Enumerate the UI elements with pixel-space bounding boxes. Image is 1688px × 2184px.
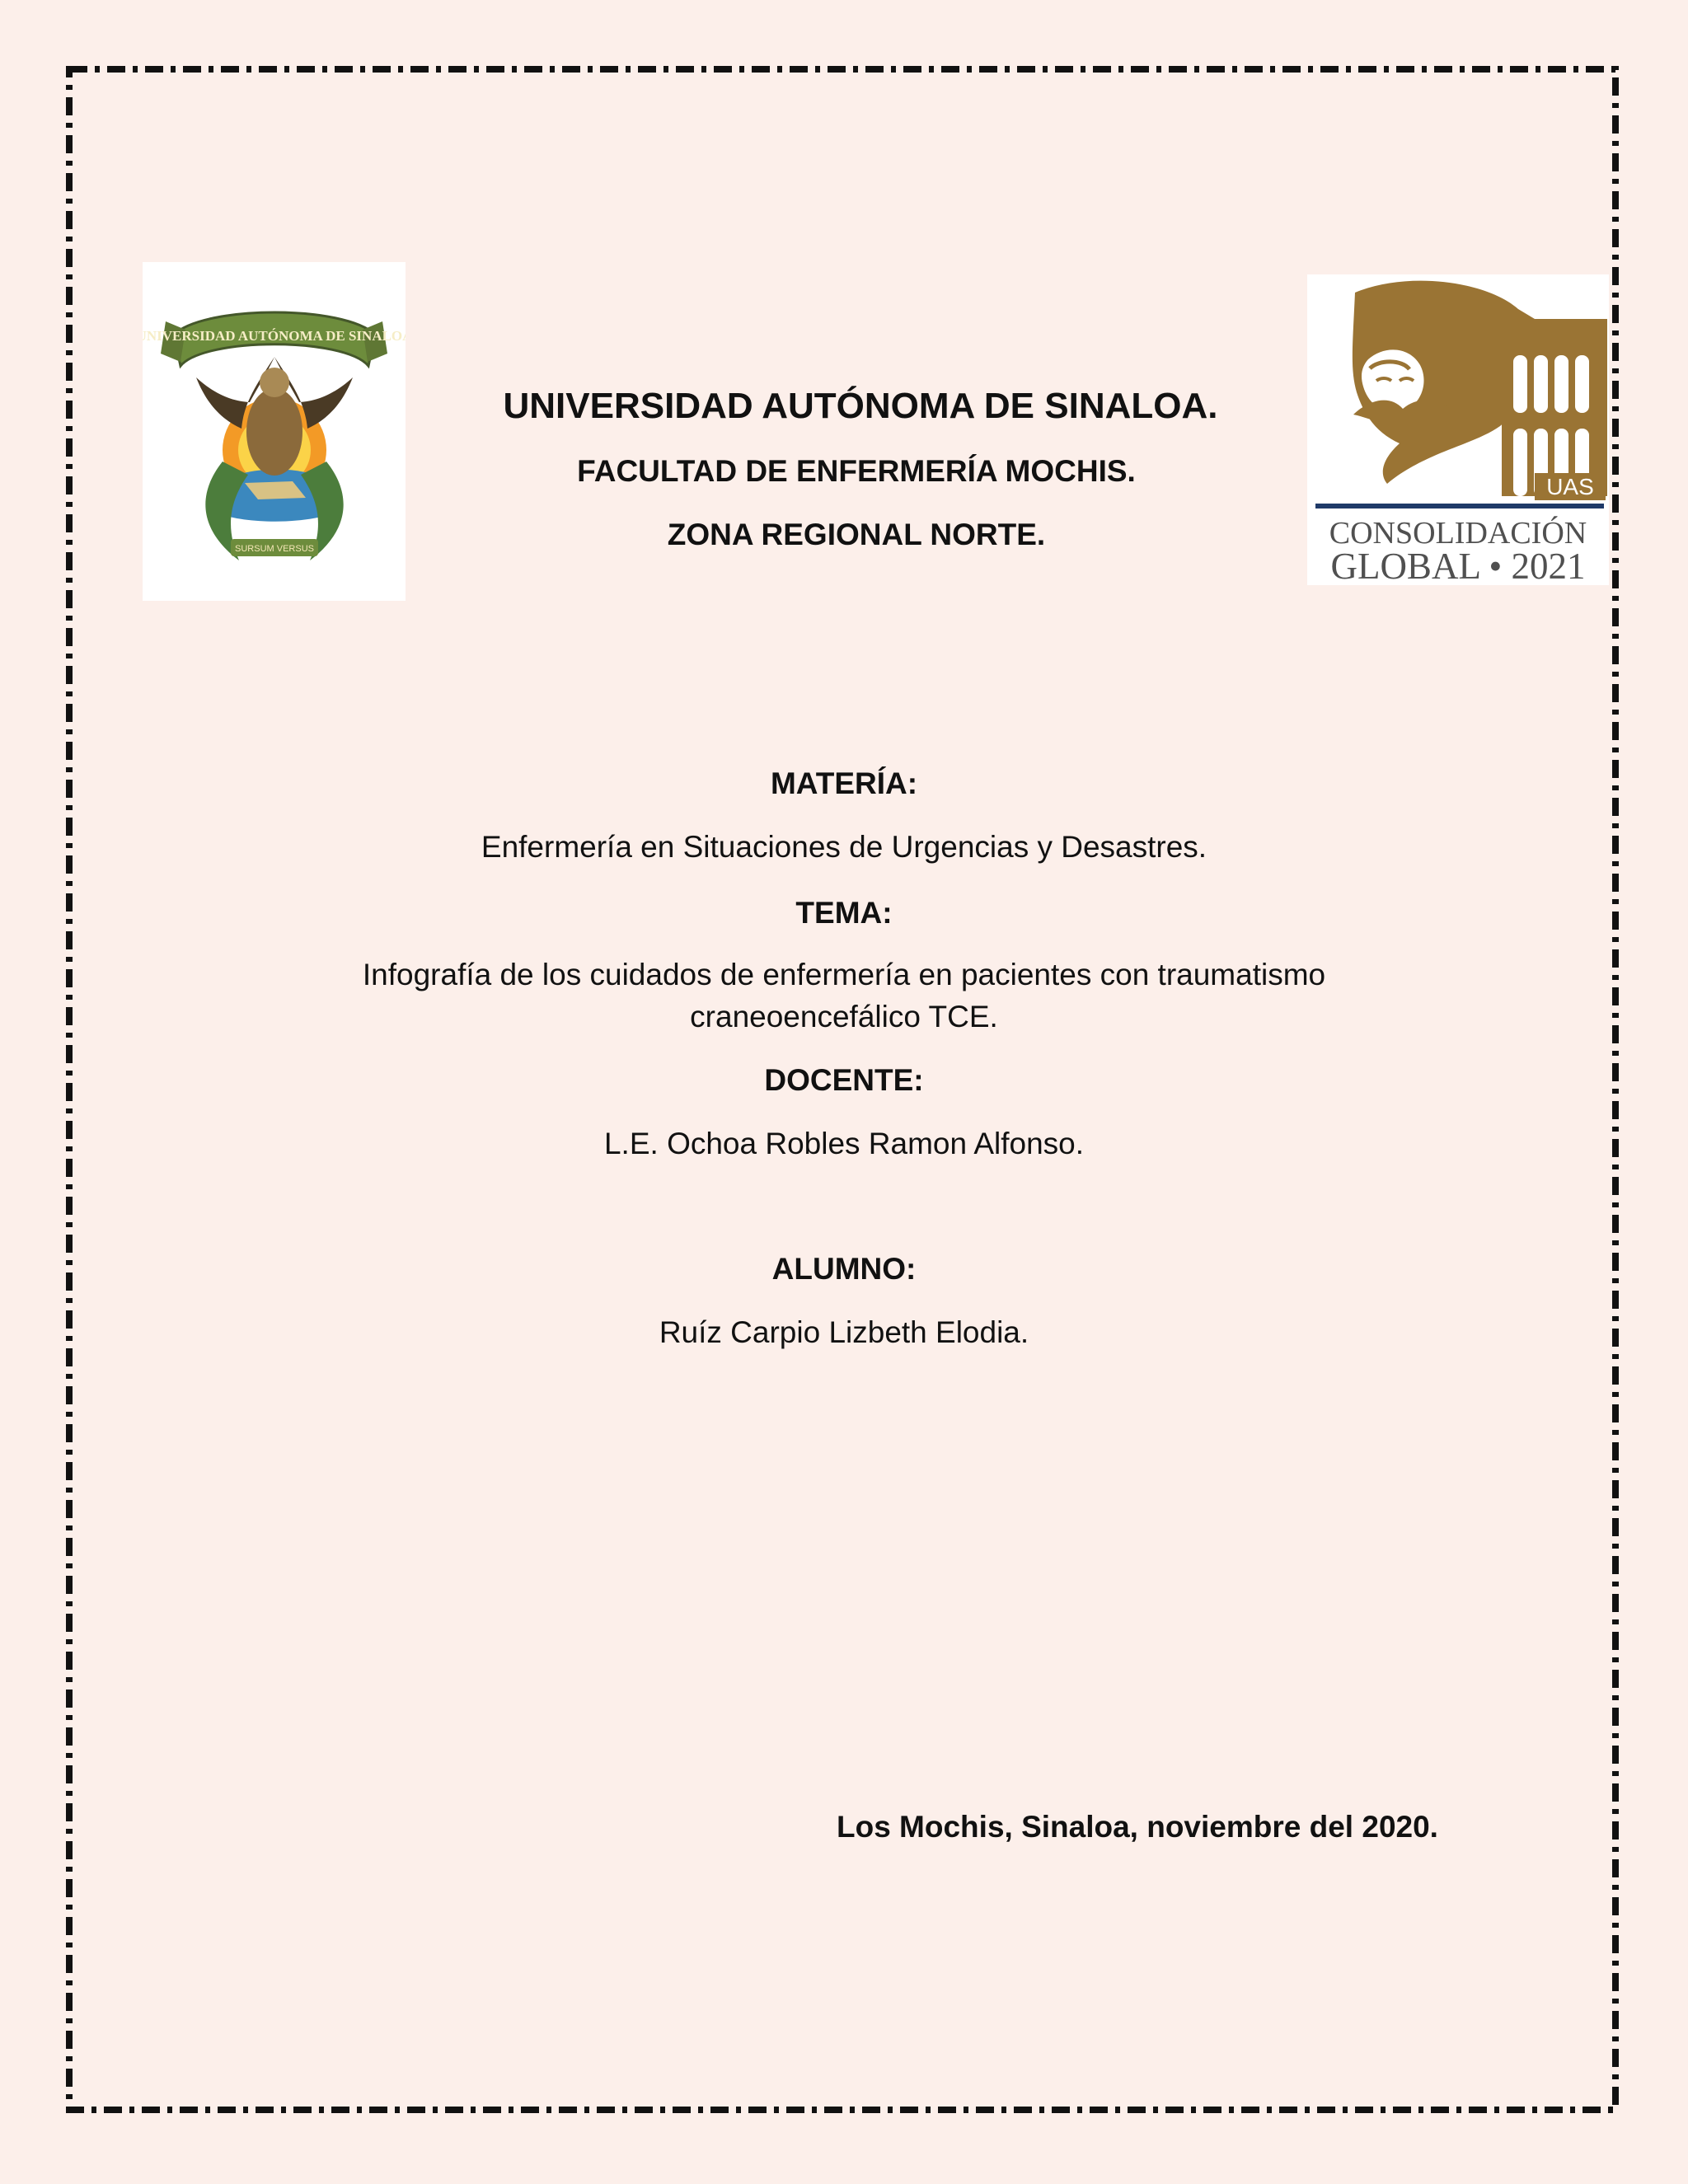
seal-motto-text: SURSUM VERSUS (235, 544, 314, 554)
faculty-title: FACULTAD DE ENFERMERÍA MOCHIS. (577, 454, 1136, 488)
zone-title: ZONA REGIONAL NORTE. (667, 518, 1046, 551)
teacher-label: DOCENTE: (764, 1063, 924, 1097)
subject-value: Enfermería en Situaciones de Urgencias y Desastres. (481, 830, 1207, 864)
topic-label: TEMA: (795, 896, 893, 930)
student-label: ALUMNO: (771, 1252, 917, 1286)
university-title: UNIVERSIDAD AUTÓNOMA DE SINALOA. (503, 386, 1218, 426)
teacher-value: L.E. Ochoa Robles Ramon Alfonso. (603, 1127, 1085, 1160)
global-2021-text: GLOBAL • 2021 (1330, 546, 1586, 585)
topic-value-line-1: Infografía de los cuidados de enfermería en pacientes con traumatismo (362, 958, 1326, 991)
seal-banner-text: UNIVERSIDAD AUTÓNOMA DE SINALOA (143, 328, 406, 344)
consolidacion-text: CONSOLIDACIÓN (1329, 516, 1587, 551)
topic-value-line-2: craneoencefálico TCE. (690, 1000, 998, 1033)
student-value: Ruíz Carpio Lizbeth Elodia. (659, 1315, 1029, 1349)
uas-badge-text: UAS (1546, 474, 1594, 499)
place-date-footer: Los Mochis, Sinaloa, noviembre del 2020. (837, 1810, 1438, 1844)
subject-label: MATERÍA: (770, 766, 918, 800)
